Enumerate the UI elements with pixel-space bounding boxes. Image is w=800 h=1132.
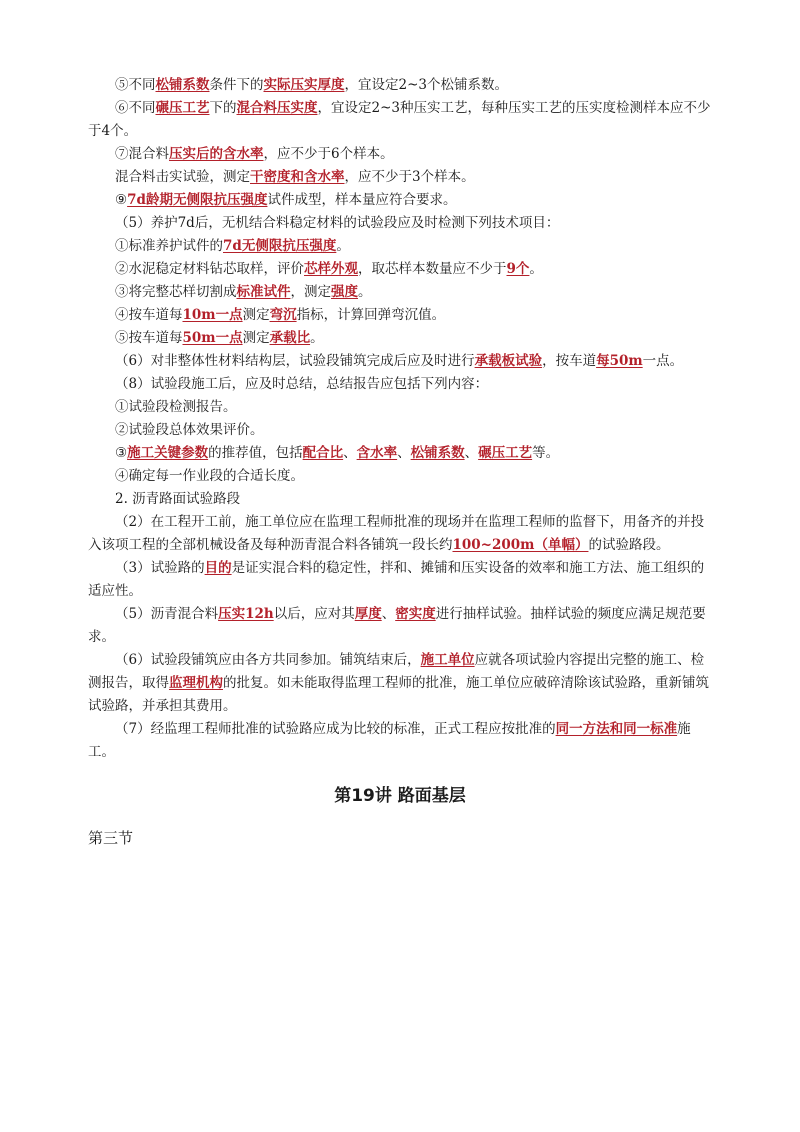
highlighted-term: 混合料压实度 bbox=[236, 100, 318, 116]
paragraph bbox=[88, 603, 712, 649]
paragraph bbox=[88, 327, 712, 350]
text-segment: ⑥不同 bbox=[115, 100, 156, 116]
paragraph bbox=[88, 143, 712, 166]
document-page bbox=[88, 74, 712, 850]
text-segment: ②水泥稳定材料钻芯取样，评价 bbox=[115, 261, 304, 277]
paragraph bbox=[88, 350, 712, 373]
text-segment: ，取芯样本数量应不少于 bbox=[358, 261, 507, 277]
text-segment: ，按车道 bbox=[542, 353, 597, 369]
paragraph bbox=[88, 373, 712, 396]
document-body bbox=[88, 74, 712, 764]
highlighted-term: 承载板试验 bbox=[474, 353, 543, 369]
highlighted-term: 7d龄期无侧限抗压强度 bbox=[127, 192, 268, 208]
text-segment: （5）沥青混合料 bbox=[115, 606, 219, 622]
text-segment: 一点。 bbox=[642, 353, 684, 369]
paragraph bbox=[88, 235, 712, 258]
text-segment: 进行抽样试验。抽样试验的频度应满足规范要求。 bbox=[88, 606, 706, 645]
highlighted-term: 标准试件 bbox=[236, 284, 291, 300]
text-segment: （8）试验段施工后，应及时总结，总结报告应包括下列内容： bbox=[115, 376, 489, 392]
paragraph bbox=[88, 396, 712, 419]
highlighted-term: 厚度 bbox=[354, 606, 382, 622]
highlighted-term: 同一方法和同一标准 bbox=[555, 721, 678, 737]
text-segment: 2. 沥青路面试验路段 bbox=[115, 491, 241, 507]
text-segment: ③将完整芯样切割成 bbox=[115, 284, 237, 300]
text-segment: ①试验段检测报告。 bbox=[115, 399, 237, 415]
text-segment: （3）试验路的 bbox=[115, 560, 205, 576]
highlighted-term: 芯样外观 bbox=[304, 261, 358, 277]
paragraph bbox=[88, 281, 712, 304]
highlighted-term: 9个 bbox=[506, 261, 530, 277]
paragraph bbox=[88, 97, 712, 143]
highlighted-term: 松铺系数 bbox=[155, 77, 210, 93]
highlighted-term: 密实度 bbox=[395, 606, 436, 622]
text-segment: 测定 bbox=[242, 307, 270, 323]
text-segment: （2）在工程开工前，施工单位应在监理工程师批准的现场并在监理工程师的监督下，用备齐的并投入该项工程的全部机械设备及每种沥青混合料各铺筑一段长约 bbox=[88, 514, 705, 553]
text-segment: 试件成型，样本量应符合要求。 bbox=[267, 192, 457, 208]
text-segment: 的批复。如未能取得监理工程师的批准，施工单位应破碎清除该试验路，重新铺筑试验路，并承担其费用。 bbox=[88, 675, 709, 714]
highlighted-term: 7d无侧限抗压强度 bbox=[223, 238, 337, 254]
text-segment: ④确定每一作业段的合适长度。 bbox=[115, 468, 304, 484]
highlighted-term: 50m一点 bbox=[182, 330, 243, 346]
highlighted-term: 施工单位 bbox=[420, 652, 475, 668]
highlighted-term: 强度 bbox=[331, 284, 358, 300]
highlighted-term: 承载比 bbox=[269, 330, 311, 346]
paragraph bbox=[88, 166, 712, 189]
highlighted-term: 松铺系数 bbox=[410, 445, 465, 461]
paragraph bbox=[88, 442, 712, 465]
highlighted-term: 碾压工艺 bbox=[478, 445, 533, 461]
text-segment: 、 bbox=[343, 445, 357, 461]
paragraph bbox=[88, 304, 712, 327]
text-segment: ③ bbox=[115, 445, 128, 461]
text-segment: ，应不少于6个样本。 bbox=[263, 146, 394, 162]
paragraph bbox=[88, 511, 712, 557]
text-segment: ⑨ bbox=[115, 192, 128, 208]
text-segment: 施工。 bbox=[88, 721, 691, 760]
highlighted-term: 压实后的含水率 bbox=[169, 146, 264, 162]
highlighted-term: 目的 bbox=[204, 560, 232, 576]
text-segment: 、 bbox=[464, 445, 479, 461]
text-segment: 下的 bbox=[209, 100, 237, 116]
highlighted-term: 弯沉 bbox=[269, 307, 297, 323]
lecture-heading: 第19讲 路面基层 bbox=[334, 786, 466, 806]
text-segment: ⑤不同 bbox=[115, 77, 156, 93]
text-segment: 测定 bbox=[242, 330, 270, 346]
text-segment: （7）经监理工程师批准的试验路应成为比较的标准，正式工程应按批准的 bbox=[115, 721, 556, 737]
paragraph bbox=[88, 718, 712, 764]
highlighted-term: 含水率 bbox=[356, 445, 398, 461]
highlighted-term: 实际压实厚度 bbox=[263, 77, 345, 93]
text-segment: 。 bbox=[358, 284, 372, 300]
highlighted-term: 每50m bbox=[596, 353, 643, 369]
text-segment: ④按车道每 bbox=[115, 307, 183, 323]
paragraph bbox=[88, 465, 712, 488]
highlighted-term: 碾压工艺 bbox=[155, 100, 210, 116]
text-segment: 。 bbox=[336, 238, 350, 254]
paragraph bbox=[88, 74, 712, 97]
text-segment: 。 bbox=[310, 330, 324, 346]
highlighted-term: 干密度和含水率 bbox=[250, 169, 345, 185]
paragraph bbox=[88, 557, 712, 603]
text-segment: ，宜设定2~3个松铺系数。 bbox=[344, 77, 508, 93]
text-segment: 指标，计算回弹弯沉值。 bbox=[296, 307, 446, 323]
text-segment: （6）试验段铺筑应由各方共同参加。铺筑结束后， bbox=[115, 652, 421, 668]
text-segment: （5）养护7d后，无机结合料稳定材料的试验段应及时检测下列技术项目： bbox=[115, 215, 560, 231]
paragraph bbox=[88, 488, 712, 511]
paragraph bbox=[88, 649, 712, 718]
text-segment: 是证实混合料的稳定性，拌和、摊铺和压实设备的效率和施工方法、施工组织的适应性。 bbox=[88, 560, 705, 599]
text-segment: ，应不少于3个样本。 bbox=[344, 169, 475, 185]
paragraph bbox=[88, 189, 712, 212]
highlighted-term: 配合比 bbox=[302, 445, 344, 461]
highlighted-term: 10m一点 bbox=[182, 307, 243, 323]
text-segment: 的试验路段。 bbox=[588, 537, 670, 553]
text-segment: ⑤按车道每 bbox=[115, 330, 183, 346]
text-segment: ，测定 bbox=[290, 284, 331, 300]
text-segment: ，宜设定2~3种压实工艺，每种压实工艺的压实度检测样本应不少于4个。 bbox=[88, 100, 711, 139]
paragraph bbox=[88, 212, 712, 235]
text-segment: 、 bbox=[381, 606, 396, 622]
highlighted-term: 100~200m（单幅） bbox=[452, 537, 589, 553]
text-segment: 条件下的 bbox=[209, 77, 264, 93]
paragraph bbox=[88, 419, 712, 442]
highlighted-term: 压实12h bbox=[218, 606, 274, 622]
highlighted-term: 监理机构 bbox=[169, 675, 223, 691]
text-segment: 混合料击实试验，测定 bbox=[115, 169, 250, 185]
text-segment: 。 bbox=[529, 261, 543, 277]
paragraph bbox=[88, 258, 712, 281]
text-segment: ⑦混合料 bbox=[115, 146, 169, 162]
text-segment: 的推荐值，包括 bbox=[208, 445, 303, 461]
text-segment: ②试验段总体效果评价。 bbox=[115, 422, 264, 438]
text-segment: 、 bbox=[397, 445, 411, 461]
highlighted-term: 施工关键参数 bbox=[127, 445, 209, 461]
text-segment: 等。 bbox=[532, 445, 560, 461]
text-segment: （6）对非整体性材料结构层，试验段铺筑完成后应及时进行 bbox=[115, 353, 475, 369]
text-segment: ①标准养护试件的 bbox=[115, 238, 223, 254]
text-segment: 以后，应对其 bbox=[273, 606, 355, 622]
section-title: 第三节 bbox=[88, 829, 134, 847]
text-segment: 应就各项试验内容提出完整的施工、检测报告，取得 bbox=[88, 652, 705, 691]
